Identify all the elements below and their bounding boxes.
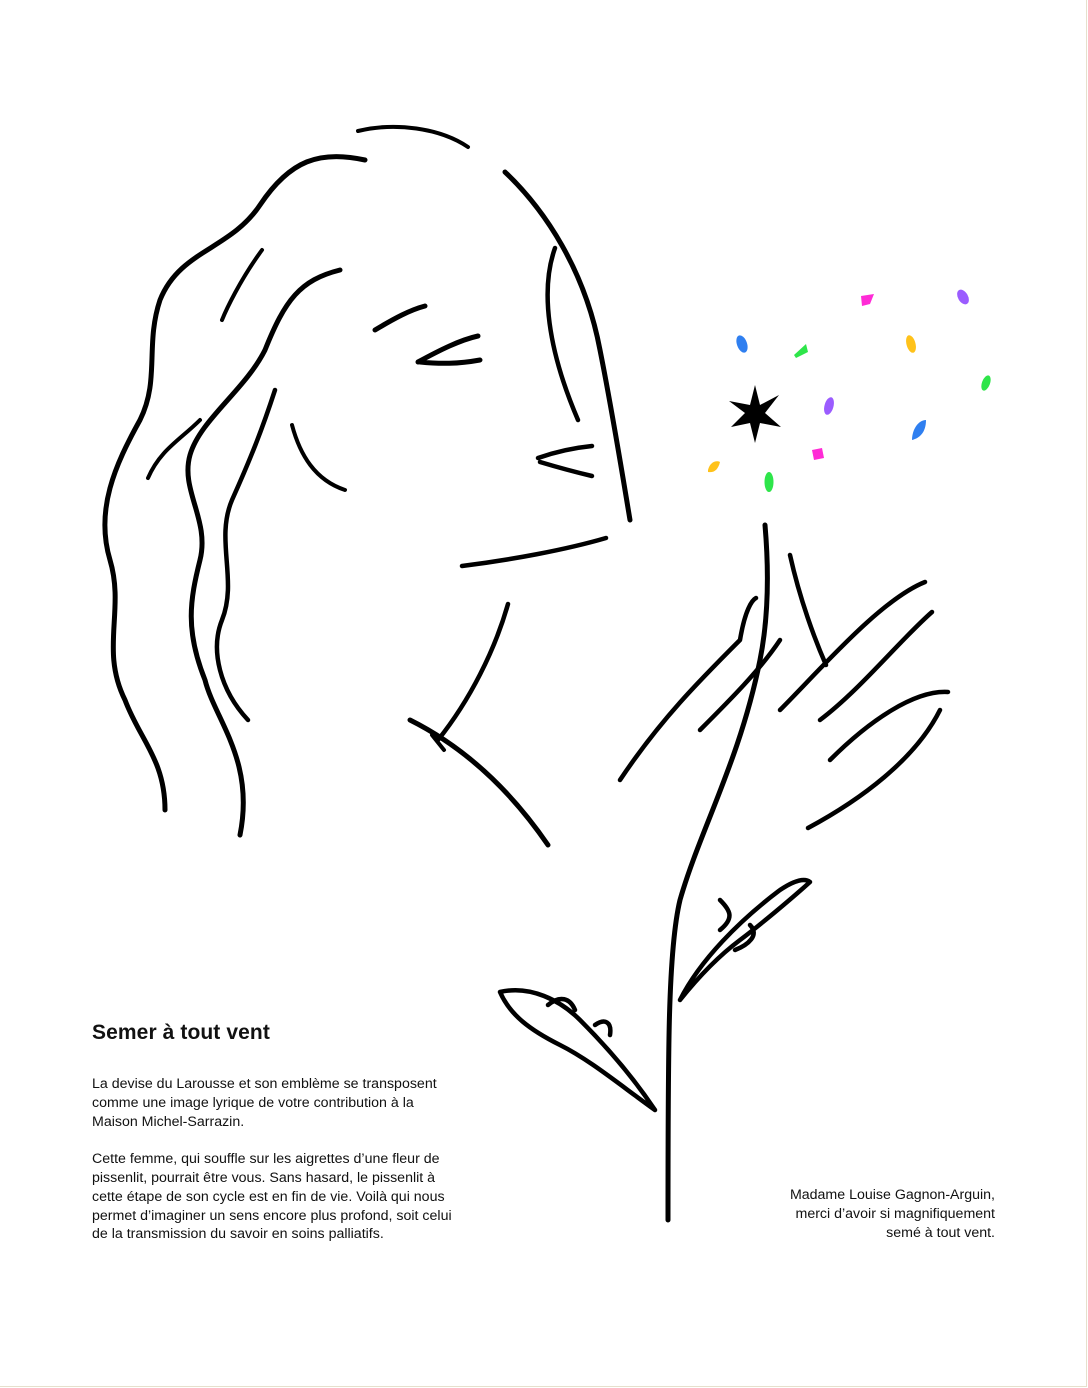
dedication-line-2: merci d’avoir si magnifiquement — [795, 1205, 995, 1222]
dandelion-stem-icon — [668, 525, 767, 1220]
dedication-line-1: Madame Louise Gagnon-Arguin, — [789, 1187, 995, 1203]
hair-short-curl — [148, 250, 262, 478]
seed-blue-2 — [912, 420, 926, 440]
seed-violet-1 — [955, 288, 972, 307]
hair-outer-stroke — [105, 156, 365, 810]
body-text — [92, 1075, 512, 1263]
cheek-stroke — [548, 248, 578, 420]
line-art — [105, 127, 948, 1220]
dandelion-leaf-icon — [680, 880, 810, 1000]
paragraph-dandelion: Cette femme, qui souffle sur les aigrettes d’une fleur de pissenlit, pourrait être vous. Sans hasard, le pissenlit à cette étape de son cycle est en fin de vie. Voilà qui nous permet d’imaginer un sens encore plus profond, soit celui de la transmission du savoir en soins palliatifs. — [92, 1151, 452, 1243]
ear-stroke — [292, 425, 345, 490]
dedication-line-3: semé à tout vent. — [886, 1224, 995, 1241]
page-title: Semer à tout vent — [92, 1021, 270, 1044]
shoulder-line — [410, 720, 548, 845]
seed-magenta-1 — [861, 294, 874, 306]
seed-blue-1 — [734, 334, 750, 354]
seed-green-1 — [794, 344, 808, 358]
hair-curl-stroke — [188, 270, 340, 835]
hand-icon — [620, 555, 948, 828]
eyebrow — [375, 306, 425, 330]
neck-line — [438, 604, 508, 740]
lips — [538, 446, 592, 476]
seed-green-2 — [980, 374, 993, 392]
seed-yellow-2 — [708, 461, 720, 472]
hair-inner-curl — [217, 390, 275, 720]
paragraph-intro: La devise du Larousse et son emblème se transposent comme une image lyrique de votre contribution à la Maison Michel-Sarrazin. — [92, 1076, 437, 1130]
seed-magenta-2 — [812, 448, 824, 460]
jaw-line — [462, 538, 606, 566]
hair-top-stroke — [358, 127, 468, 147]
seed-violet-2 — [822, 396, 835, 416]
seed-star-icon — [729, 385, 781, 443]
flying-seeds-icon — [708, 288, 992, 492]
dedication-note — [790, 1186, 995, 1242]
seed-green-3 — [765, 472, 774, 492]
seed-yellow-1 — [904, 334, 917, 354]
dandelion-lower-leaf-icon — [500, 990, 655, 1110]
closed-eye — [418, 336, 480, 363]
